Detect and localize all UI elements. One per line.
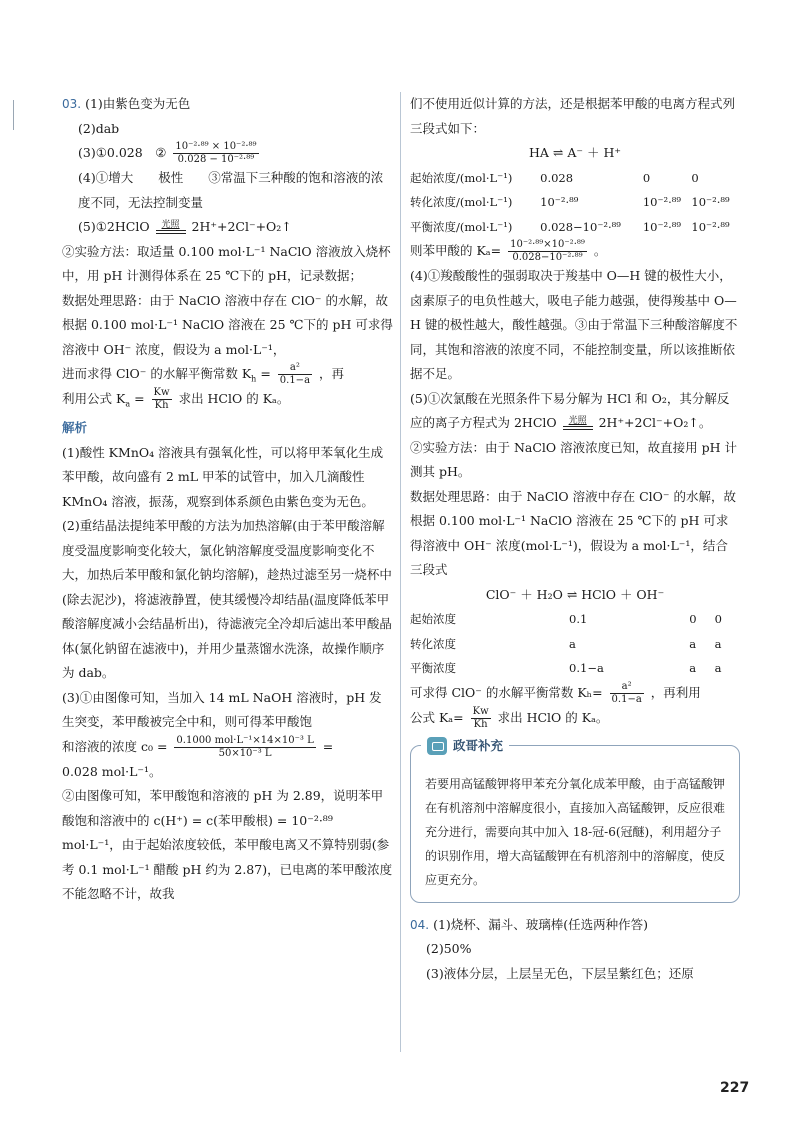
q03-answer-4: (4)①增大 极性 ③常温下三种酸的饱和溶液的浓度不同，无法控制变量: [78, 170, 384, 210]
equation-left: (5)①2HClO: [78, 219, 150, 234]
q03-answer-2: (2)dab: [78, 120, 120, 136]
kh-tail: ，再利用: [650, 684, 701, 700]
fraction-denominator: 0.028−10⁻²·⁸⁹: [512, 252, 583, 263]
equals-sign: [563, 426, 593, 430]
q03-ka-line: [62, 387, 394, 412]
fraction-denominator: Kh: [473, 718, 488, 730]
ka-equals: =: [134, 391, 145, 406]
left-column: [62, 92, 394, 907]
supplement-note-label: 政哥补充: [453, 737, 504, 753]
ka-fraction: [508, 239, 587, 264]
q03-answer-5-equation: [62, 215, 394, 240]
page-edge-mark: [13, 100, 14, 130]
kh-fraction: [610, 681, 644, 706]
fraction-numerator: 10⁻²·⁸⁹×10⁻²·⁸⁹: [510, 239, 585, 250]
three-stage-table-1: [410, 166, 740, 240]
table-row: 平衡浓度 0.1−a a a: [410, 661, 722, 675]
fraction-numerator: 10⁻²·⁸⁹ × 10⁻²·⁸⁹: [175, 141, 257, 152]
q03-answer-1: (1)由紫色变为无色: [85, 96, 191, 111]
q03-answer-3-text: (3)①0.028 ②: [78, 145, 167, 160]
r-intro: 们不使用近似计算的方法，还是根据苯甲酸的电离方程式列三段式如下：: [410, 96, 736, 136]
fraction-denominator: 0.028 − 10⁻²·⁸⁹: [177, 154, 255, 165]
ka-text: 则苯甲酸的 Kₐ=: [410, 243, 502, 258]
r-data-idea: 数据处理思路：由于 NaClO 溶液中存在 ClO⁻ 的水解，故根据 0.100 mol·L⁻¹ NaClO 溶液在 25 ℃下的 pH 可求得溶液中 OH⁻ 浓度(mol·L⁻¹)，假设为 a mol·L⁻¹，结合三段式: [410, 488, 737, 577]
kh-tail: ，再: [319, 366, 345, 381]
q03-line-1: [62, 92, 394, 117]
table-row: 起始浓度 0.1 0 0: [410, 612, 722, 626]
kh-text: 进而求得 ClO⁻ 的水解平衡常数 K: [62, 366, 252, 381]
right-column: [410, 92, 740, 986]
ionization-equation: HA ⇌ A⁻ ＋ H⁺: [529, 145, 621, 160]
hydrolysis-equation: ClO⁻ ＋ H₂O ⇌ HClO ＋ OH⁻: [485, 586, 665, 602]
equation-right: 2H⁺+2Cl⁻+O₂↑: [191, 219, 292, 234]
page-number: 227: [720, 1080, 750, 1096]
concentration-fraction: [174, 735, 315, 760]
fraction-numerator: Kw: [153, 387, 170, 398]
analysis-heading: 解析: [62, 420, 88, 435]
fraction-denominator: 0.1−a: [611, 693, 642, 705]
chat-bubble-icon: [427, 737, 447, 755]
analysis-3-part2: ②由图像可知，苯甲酸饱和溶液的 pH 为 2.89，说明苯甲酸饱和溶液中的 c(H⁺) = c(苯甲酸根) = 10⁻²·⁸⁹ mol·L⁻¹，由于起始浓度较低，苯甲酸电离又不算特别弱(参考 0.1 mol·L⁻¹ 醋酸 pH 约为 2.87)，已电离的苯甲酸浓度不能忽略不计，故我: [62, 788, 393, 901]
q04-answer-1: (1)烧杯、漏斗、玻璃棒(任选两种作答): [433, 916, 649, 932]
q03-data-idea: 数据处理思路：由于 NaClO 溶液中存在 ClO⁻ 的水解，故根据 0.100 mol·L⁻¹ NaClO 溶液在 25 ℃下的 pH 可求得溶液中 OH⁻ 浓度，假设为 a mol·L⁻¹，: [62, 292, 393, 357]
ka-formula-tail: 求出 HClO 的 Kₐ。: [497, 709, 609, 725]
decomposition-products: 2H⁺+2Cl⁻+O₂↑。: [598, 415, 712, 430]
ka-formula-fraction: [471, 706, 491, 731]
column-divider: [400, 92, 401, 1052]
fraction-numerator: Kw: [472, 705, 489, 717]
ka-subscript: a: [125, 399, 131, 409]
analysis-3-result: 0.028 mol·L⁻¹。: [62, 763, 162, 779]
analysis-3a: (3)①由图像可知，当加入 14 mL NaOH 溶液时，pH 发生突变，苯甲酸被完全中和，则可得苯甲酸饱: [62, 689, 382, 729]
light-condition-label: 光照: [161, 220, 180, 230]
ka-tail: 求出 HClO 的 Kₐ。: [178, 391, 290, 406]
equals-sign: [156, 230, 186, 234]
q03-answer-3: [62, 141, 394, 166]
fraction-denominator: Kh: [154, 400, 169, 411]
ka-expression: [410, 239, 740, 264]
three-stage-table-2: [410, 607, 740, 681]
q04-answer-2: (2)50%: [426, 941, 472, 956]
fraction-numerator: a²: [610, 681, 644, 694]
kh-subscript: h: [251, 374, 257, 384]
ka-formula-text: 公式 Kₐ=: [410, 709, 464, 725]
r-analysis-4: (4)①羧酸酸性的强弱取决于羧基中 O—H 键的极性大小，卤素原子的电负性越大，吸电子能力越强，使得羧基中 O—H 键的极性越大，酸性越强。③由于常温下三种酸溶解度不同，其饱和溶液的浓度不同，不能控制变量，所以该推断依据不足。: [410, 268, 738, 381]
decomposition-text: (5)①次氯酸在光照条件下易分解为 HCl 和 O₂，其分解反应的离子方程式为 2HClO: [410, 390, 730, 430]
light-condition-label: 光照: [568, 416, 587, 426]
light-condition-arrow: [156, 221, 186, 234]
table-row: 起始浓度/(mol·L⁻¹) 0.028 0 0: [410, 170, 699, 185]
q03-answer-3-fraction: [173, 141, 258, 166]
fraction-numerator: a²: [278, 362, 312, 375]
kh-expression: [410, 681, 740, 706]
table-row: 平衡浓度/(mol·L⁻¹) 0.028−10⁻²·⁸⁹ 10⁻²·⁸⁹ 10⁻²·⁸⁹: [410, 219, 730, 234]
ka-fraction: [152, 387, 172, 412]
ka-formula: [410, 706, 740, 731]
supplement-note-title: [421, 734, 509, 758]
q03-kh-line: [62, 362, 394, 387]
r-analysis-5: [410, 387, 740, 436]
q03-number: 03.: [62, 97, 82, 111]
fraction-denominator: 0.1−a: [279, 375, 311, 386]
table-row: 转化浓度/(mol·L⁻¹) 10⁻²·⁸⁹ 10⁻²·⁸⁹ 10⁻²·⁸⁹: [410, 195, 730, 209]
q04-answer-3: (3)液体分层，上层呈无色，下层呈紫红色；还原: [426, 965, 694, 981]
q03-method: ②实验方法：取适量 0.100 mol·L⁻¹ NaClO 溶液放入烧杯中，用 pH 计测得体系在 25 ℃下的 pH，记录数据；: [62, 243, 391, 283]
ka-tail: 。: [593, 243, 607, 258]
concentration-text: 和溶液的浓度 c₀ =: [62, 738, 168, 754]
fraction-denominator: 50×10⁻³ L: [218, 747, 272, 759]
kh-text: 可求得 ClO⁻ 的水解平衡常数 Kₕ=: [410, 684, 603, 700]
r-method: ②实验方法：由于 NaClO 溶液浓度已知，故直接用 pH 计测其 pH。: [410, 439, 737, 479]
supplement-note-text: 若要用高锰酸钾将甲苯充分氧化成苯甲酸，由于高锰酸钾在有机溶剂中溶解度很小，直接加入高锰酸钾，反应很难充分进行，需要向其中加入 18-冠-6(冠醚)，利用超分子的识别作用，增大高锰酸钾在有机溶剂中的溶解度，使反应更充分。: [425, 776, 726, 887]
table-row: 转化浓度 a a a: [410, 636, 722, 651]
kh-fraction: [278, 362, 312, 387]
ka-text: 利用公式 K: [62, 391, 126, 406]
supplement-note-box: [410, 737, 740, 903]
q04-line-1: [410, 913, 740, 938]
kh-equals: =: [260, 366, 271, 381]
analysis-3-concentration: 和溶液的浓度 c₀ = $\frac{\text{0.1000 mol·L⁻¹×14×10⁻³ L}}{\text{50×10⁻³ L}}$ =: [62, 734, 334, 759]
analysis-2: (2)重结晶法提纯苯甲酸的方法为加热溶解(由于苯甲酸溶解度受温度影响变化较大，氯化钠溶解度受温度影响变化不大，加热后苯甲酸和氯化钠均溶解)，趁热过滤至另一烧杯中(除去泥沙)，将滤液静置，使其缓慢冷却结晶(温度降低苯甲酸溶解度减小会结晶析出)，待滤液完全冷却后滤出苯甲酸晶体(氯化钠留在滤液中)，并用少量蒸馏水洗涤，故操作顺序为 dab。: [62, 518, 392, 680]
light-condition-arrow: [563, 417, 593, 430]
q04-number: 04.: [410, 917, 430, 932]
analysis-1: (1)酸性 KMnO₄ 溶液具有强氧化性，可以将甲苯氧化生成苯甲酸，故向盛有 2 mL 甲苯的试管中，加入几滴酸性 KMnO₄ 溶液，振荡，观察到体系颜色由紫色变为无色。: [62, 444, 384, 509]
fraction-numerator: 0.1000 mol·L⁻¹×14×10⁻³ L: [176, 734, 314, 746]
